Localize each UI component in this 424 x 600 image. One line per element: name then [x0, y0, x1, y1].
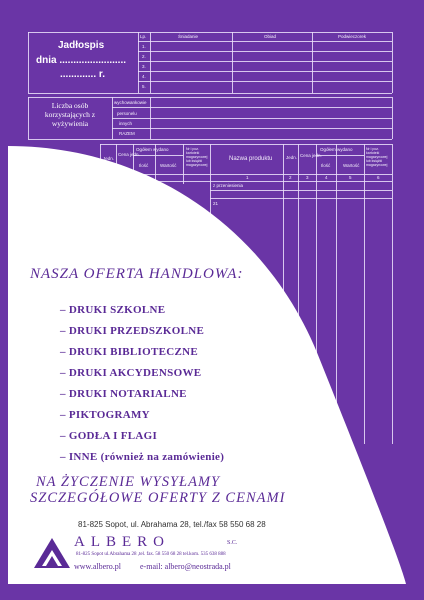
- col-ogolem-header-right: Ogółem wydano: [320, 147, 353, 152]
- offer-item: – DRUKI NOTARIALNE: [60, 388, 187, 400]
- col-nazwa-produktu-header: Nazwa produktu: [229, 156, 273, 162]
- persons-row-label: RAZEM: [119, 131, 135, 136]
- persons-row-label: wychowankowie: [114, 100, 147, 105]
- offer-item: – DRUKI PRZEDSZKOLNE: [60, 325, 205, 337]
- form-year-line: ............. r.: [60, 69, 106, 80]
- col-number: 4: [325, 175, 328, 180]
- col-number: 2: [289, 175, 292, 180]
- col-jedn-header-right: Jedn.: [286, 155, 298, 160]
- offer-item: – GODŁA I FLAGI: [60, 430, 158, 442]
- carry-over-label: z przeniesienia: [213, 183, 244, 188]
- offer-item: – DRUKI BIBLIOTECZNE: [60, 346, 199, 358]
- persons-row-label: personelu: [117, 111, 137, 116]
- col-number: 1: [246, 175, 249, 180]
- company-suffix: S.C.: [227, 540, 238, 546]
- col-ilosc-header: Ilość: [139, 163, 149, 168]
- offer-item: – DRUKI AKCYDENSOWE: [60, 367, 202, 379]
- company-email-link[interactable]: e-mail: albero@neostrada.pl: [140, 562, 231, 571]
- col-cena-header-right: Cena jedn.: [300, 153, 322, 158]
- offer-item: – PIKTOGRAMY: [60, 409, 150, 421]
- form-date-line: dnia ........................: [36, 55, 127, 66]
- col-number: 6: [377, 175, 380, 180]
- row-number: 5.: [142, 84, 146, 89]
- row-number: 1.: [142, 44, 146, 49]
- albero-logo-triangle-icon: [32, 536, 72, 570]
- col-sniadanie-header: Śniadanie: [178, 34, 199, 39]
- col-nr-kartoteki-header-right: Nr i poz. kartoteki magazynowej lub książki magazynowej: [366, 147, 388, 167]
- offer-footer-line2: SZCZEGÓŁOWE OFERTY Z CENAMI: [30, 490, 286, 506]
- form-title: Jadłospis: [58, 40, 105, 51]
- col-podwieczorek-header: Podwieczorek: [338, 34, 367, 39]
- persons-count-label: Liczba osób korzystających z wyżywienia: [44, 101, 96, 128]
- row-number: 2.: [142, 54, 146, 59]
- offer-item: – DRUKI SZKOLNE: [60, 304, 166, 316]
- col-number: 3: [306, 175, 309, 180]
- col-cena-header: Cena jedn.: [118, 152, 140, 157]
- company-address-small: 81-825 Sopot ul.Abrahama 28 ,tel. fax. 58 550 68 28 tel.kom. 535 638 888: [76, 552, 226, 557]
- offer-footer-line1: NA ŻYCZENIE WYSYŁAMY: [36, 474, 221, 490]
- row-number: 3.: [142, 64, 146, 69]
- row-number: 4.: [142, 74, 146, 79]
- col-nr-kartoteki-header: Nr i poz. kartoteki magazynowej lub książki magazynowej: [186, 147, 208, 167]
- col-number: 5: [349, 175, 352, 180]
- col-jedn-header: Jedn.: [103, 156, 115, 161]
- col-lp-header: Lp.: [140, 34, 147, 39]
- col-wartosc-header: Wartość: [160, 163, 177, 168]
- col-wartosc-header-right: Wartość: [343, 163, 360, 168]
- company-website-link[interactable]: www.albero.pl: [74, 562, 122, 571]
- persons-row-label: innych: [119, 121, 133, 126]
- col-ilosc-header-right: Ilość: [321, 163, 331, 168]
- row-number-21: 21: [213, 201, 219, 206]
- offer-item: – INNE (również na zamówienie): [60, 451, 225, 463]
- offer-heading: NASZA OFERTA HANDLOWA:: [30, 266, 244, 282]
- col-ogolem-header: Ogółem wydano: [136, 147, 169, 152]
- company-name: ALBERO: [74, 534, 170, 550]
- col-obiad-header: Obiad: [264, 34, 277, 39]
- company-address: 81-825 Sopot, ul. Abrahama 28, tel./fax 58 550 68 28: [78, 520, 266, 529]
